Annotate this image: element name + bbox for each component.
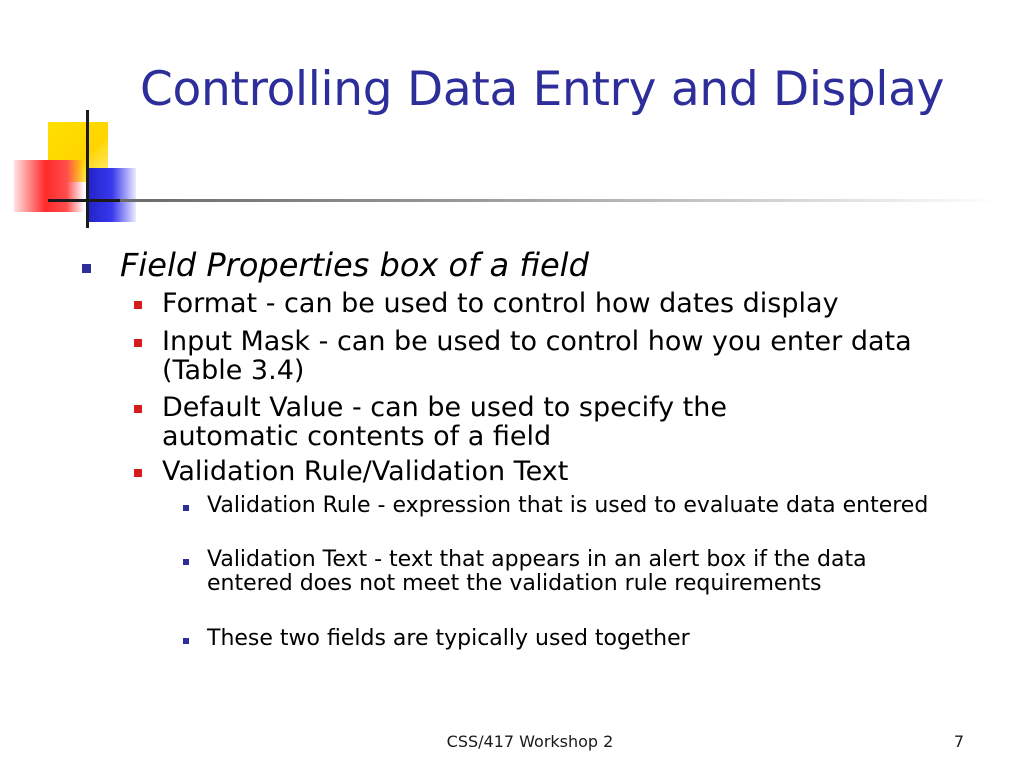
bullet-marker-level2 <box>134 339 142 347</box>
bullet-level2-validation: Validation Rule/Validation Text <box>162 456 569 487</box>
bullet-level2-format: Format - can be used to control how dates display <box>162 288 839 319</box>
bullet-marker-level2 <box>134 469 142 477</box>
bullet-marker-level1 <box>82 264 91 273</box>
bullet-level2-input-mask: Input Mask - can be used to control how you enter data (Table 3.4) <box>162 326 912 386</box>
bullet-level3-validation-text: Validation Text - text that appears in an alert box if the data entered does not meet the validation rule requirements <box>207 547 867 596</box>
bullet-marker-level2 <box>134 405 142 413</box>
bullet-marker-level3 <box>183 638 189 644</box>
slide-footer: CSS/417 Workshop 2 <box>446 732 614 751</box>
slide-title: Controlling Data Entry and Display <box>140 62 945 117</box>
bullet-marker-level3 <box>183 559 189 565</box>
bullet-level3-validation-rule: Validation Rule - expression that is used to evaluate data entered <box>207 493 929 518</box>
slide-page-number: 7 <box>953 732 964 751</box>
bullet-marker-level3 <box>183 505 189 511</box>
bullet-marker-level2 <box>134 301 142 309</box>
bullet-level2-default-value: Default Value - can be used to specify the automatic contents of a field <box>162 392 727 452</box>
bullet-level1: Field Properties box of a field <box>120 246 589 284</box>
bullet-level3-typically-together: These two fields are typically used together <box>207 626 690 651</box>
